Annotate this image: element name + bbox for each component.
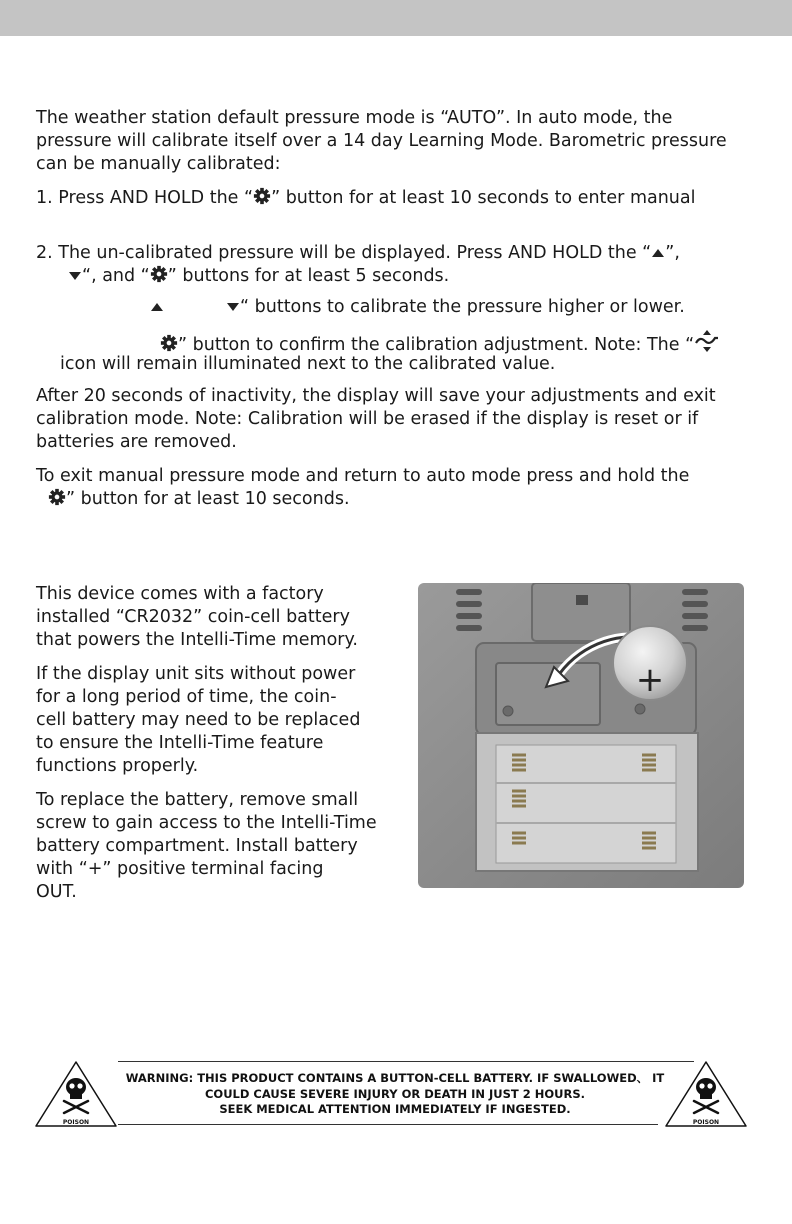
battery-para-2-line-1: If the display unit sits without power (36, 664, 356, 684)
battery-compartment-photo (416, 583, 746, 888)
step-2-line-1: 2. The un-calibrated pressure will be displayed. Press AND HOLD the “ ”, (36, 243, 680, 263)
gear-icon (253, 187, 271, 205)
exit-line-1: To exit manual pressure mode and return to auto mode press and hold the (36, 466, 690, 486)
step-1: 1. Press AND HOLD the “ ” button for at least 10 seconds to enter manual (36, 188, 696, 208)
battery-para-1-line-3: that powers the Intelli-Time memory. (36, 630, 358, 650)
trend-icon (694, 330, 720, 352)
poison-label: POISON (692, 1119, 720, 1126)
battery-para-3-line-2: screw to gain access to the Intelli-Time (36, 813, 377, 833)
battery-para-3-line-4: with “+” positive terminal facing (36, 859, 324, 879)
battery-para-3-line-3: battery compartment. Install battery (36, 836, 358, 856)
header-bar (0, 0, 792, 36)
step-3: “ buttons to calibrate the pressure higher or lower. (150, 296, 685, 319)
warning-text: WARNING: THIS PRODUCT CONTAINS A BUTTON-CELL BATTERY. IF SWALLOWED、 IT COULD CAUSE SEVERE INJURY OR DEATH IN JUST 2 HOURS. SEEK MEDICAL ATTENTION IMMEDIATELY IF INGESTED. (125, 1071, 665, 1116)
step-2-line-2: “, and “ ” buttons for at least 5 seconds. (68, 265, 449, 288)
step-4-line-2: icon will remain illuminated next to the calibrated value. (60, 354, 556, 374)
warning-bottom-rule (118, 1124, 658, 1125)
skull-crossbones-icon (34, 1060, 118, 1128)
down-arrow-icon (226, 300, 240, 314)
warning-top-rule (118, 1061, 694, 1062)
up-arrow-icon (651, 246, 665, 260)
intro-line-2: pressure will calibrate itself over a 14 day Learning Mode. Barometric pressure (36, 131, 727, 151)
intro-line-1: The weather station default pressure mode is “AUTO”. In auto mode, the (36, 108, 673, 128)
up-arrow-icon (150, 300, 164, 314)
battery-para-1-line-1: This device comes with a factory (36, 584, 324, 604)
after-para-line-3: batteries are removed. (36, 432, 237, 452)
battery-para-2-line-4: to ensure the Intelli-Time feature (36, 733, 324, 753)
after-para-line-1: After 20 seconds of inactivity, the display will save your adjustments and exit (36, 386, 716, 406)
down-arrow-icon (68, 269, 82, 283)
exit-line-2: ” button for at least 10 seconds. (48, 488, 350, 511)
battery-para-2-line-5: functions properly. (36, 756, 199, 776)
battery-para-2-line-3: cell battery may need to be replaced (36, 710, 361, 730)
gear-icon (150, 265, 168, 283)
battery-para-2-line-2: for a long period of time, the coin- (36, 687, 337, 707)
battery-para-3-line-1: To replace the battery, remove small (36, 790, 359, 810)
coin-cell-plus-label: + (635, 660, 665, 700)
battery-para-1-line-2: installed “CR2032” coin-cell battery (36, 607, 350, 627)
poison-label: POISON (62, 1119, 90, 1126)
skull-crossbones-icon (664, 1060, 748, 1128)
after-para-line-2: calibration mode. Note: Calibration will be erased if the display is reset or if (36, 409, 699, 429)
step-4: ” button to confirm the calibration adjustment. Note: The “ (160, 330, 720, 357)
gear-icon (160, 334, 178, 352)
gear-icon (48, 488, 66, 506)
battery-para-3-line-5: OUT. (36, 882, 77, 902)
intro-line-3: can be manually calibrated: (36, 154, 281, 174)
